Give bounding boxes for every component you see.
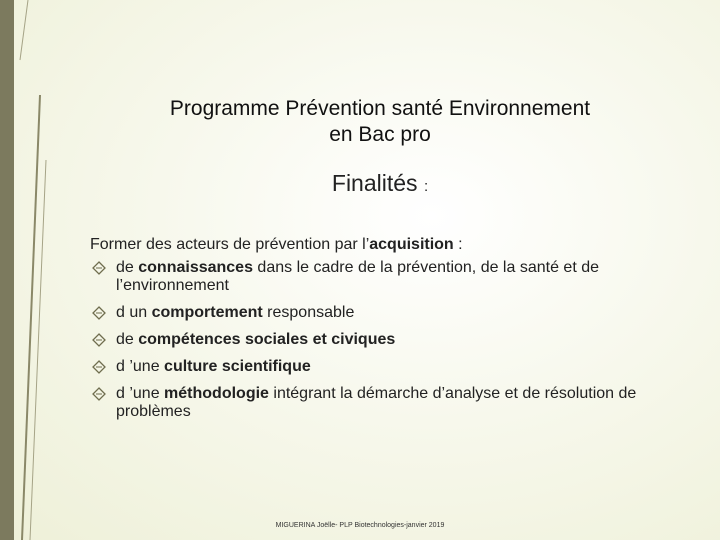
decorative-lines <box>0 0 80 540</box>
item-pre: d un <box>116 304 152 321</box>
slide-subtitle <box>90 170 670 197</box>
item-post: intégrant la démarche d’analyse et de résolution de problèmes <box>116 385 637 420</box>
subtitle-colon: : <box>423 178 429 195</box>
list-item <box>90 358 680 376</box>
list-item <box>90 385 680 421</box>
bullet-list <box>90 259 680 421</box>
diamond-outline-icon <box>92 333 106 347</box>
list-item <box>90 259 680 295</box>
intro-end: : <box>453 236 463 253</box>
slide-footer: MIGUERINA Joëlle- PLP Biotechnologies-janvier 2019 <box>275 522 445 529</box>
title-line-2: en Bac pro <box>329 123 431 146</box>
list-item <box>90 304 680 322</box>
intro-bold: acquisition <box>369 236 454 253</box>
subtitle-text: Finalités <box>331 170 418 196</box>
diamond-outline-icon <box>92 261 106 275</box>
item-bold: méthodologie <box>164 385 269 402</box>
list-item <box>90 331 680 349</box>
item-pre: d ’une <box>116 385 165 402</box>
title-line-1: Programme Prévention santé Environnement <box>169 97 591 120</box>
item-pre: d ’une <box>116 358 165 375</box>
intro-text: Former des acteurs de prévention par l’ <box>90 236 370 253</box>
intro-line <box>90 235 680 255</box>
item-pre: de <box>116 259 139 276</box>
item-bold: connaissances <box>138 259 253 276</box>
slide-content <box>90 235 680 430</box>
item-bold: comportement <box>151 304 263 321</box>
item-pre: de <box>116 331 139 348</box>
diamond-outline-icon <box>92 387 106 401</box>
item-bold: compétences sociales et civiques <box>138 331 396 348</box>
slide-title <box>90 96 670 148</box>
item-post: responsable <box>262 304 355 321</box>
diamond-outline-icon <box>92 306 106 320</box>
diamond-outline-icon <box>92 360 106 374</box>
item-bold: culture scientifique <box>164 358 311 375</box>
item-post: dans le cadre de la prévention, de la santé et de l’environnement <box>116 259 599 294</box>
